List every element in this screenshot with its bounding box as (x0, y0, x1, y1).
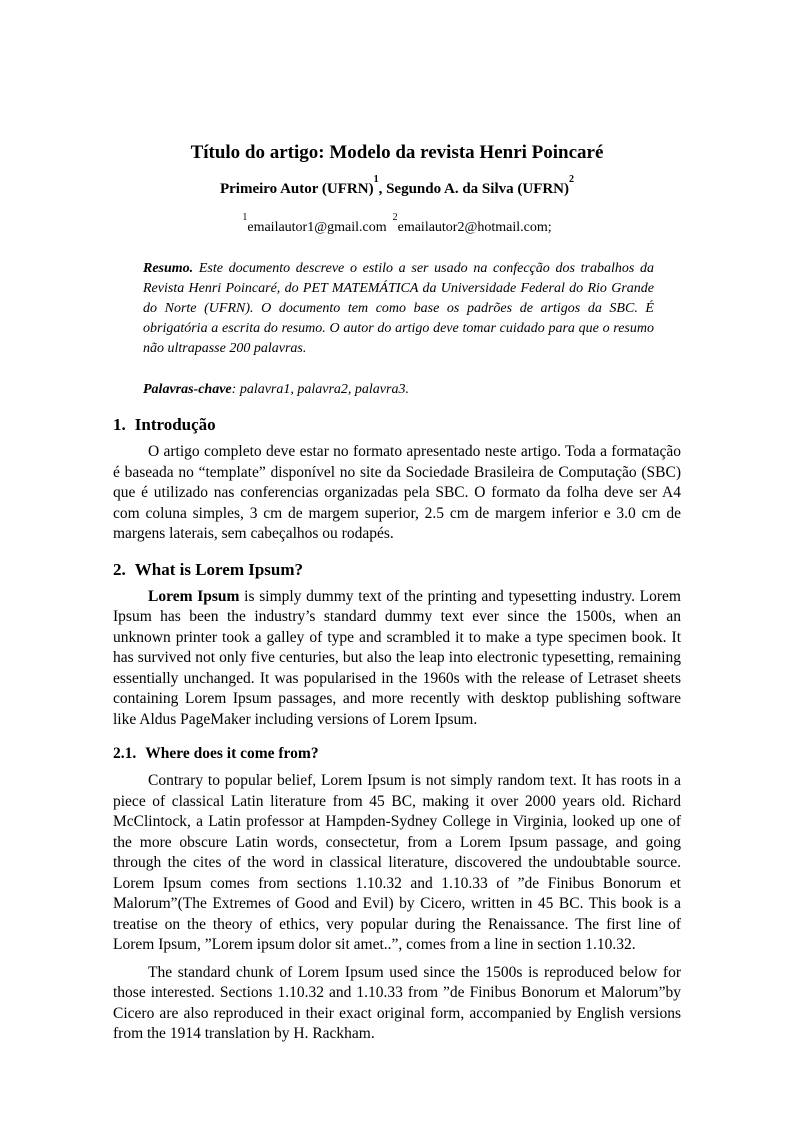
author-second: Segundo A. da Silva (UFRN) (386, 181, 570, 197)
email-second: emailautor2@hotmail.com; (397, 220, 552, 235)
abstract-text: Este documento descreve o estilo a ser usado na confecção dos trabalhos da Revista Henri Poincaré, do PET MATEMÁTICA da Universidade Federal do Rio Grande do Norte (UFRN). O documento tem como base os padrões de artigos da SBC. É obrigatória a escrita do resumo. O autor do artigo deve tomar cuidado para que o resumo não ultrapasse 200 palavras. (143, 261, 654, 356)
paragraph-text: The standard chunk of Lorem Ipsum used since the 1500s is reproduced below for those interested. Sections 1.10.32 and 1.10.33 from ”de Finibus Bonorum et Malorum”by Cicero are also reproduced in their exact original form, accompanied by English versions from the 1914 translation by H. Rackham. (113, 963, 681, 1042)
section-title: What is Lorem Ipsum? (134, 559, 304, 579)
paragraph-bold-lead: Lorem Ipsum (148, 587, 240, 605)
authors-separator: , (378, 181, 387, 197)
section-number: 1. (113, 415, 126, 434)
paragraph-text: is simply dummy text of the printing and typesetting industry. Lorem Ipsum has been the industry’s standard dummy text ever since the 1500s, when an unknown printer took a galley of type and scrambled it to make a type specimen book. It has survived not only five centuries, but also the leap into electronic typesetting, remaining essentially unchanged. It was popularised in the 1960s with the release of Letraset sheets containing Lorem Ipsum passages, and more recently with desktop publishing software like Aldus PageMaker including versions of Lorem Ipsum. (113, 587, 681, 728)
paragraph-text: O artigo completo deve estar no formato apresentado neste artigo. Toda a formatação é baseada no “template” disponível no site da Sociedade Brasileira de Computação (SBC) que é utilizado nas conferencias organizadas pela SBC. O formato da folha deve ser A4 com coluna simples, 3 cm de margem superior, 2.5 cm de margem inferior e 3.0 cm de margens laterais, sem cabeçalhos ou rodapés. (113, 443, 681, 542)
section-title: Introdução (134, 415, 216, 434)
author-first: Primeiro Autor (UFRN) (219, 181, 374, 197)
paragraph-text: Contrary to popular belief, Lorem Ipsum is not simply random text. It has roots in a piece of classical Latin literature from 45 BC, making it over 2000 years old. Richard McClintock, a Latin professor at Hampden-Sydney College in Virginia, looked up one of the more obscure Latin words, consectetur, from a Lorem Ipsum passage, and going through the cites of the word in classical literature, discovered the undoubtable source. Lorem Ipsum comes from sections 1.10.32 and 1.10.33 of ”de Finibus Bonorum et Malorum”(The Extremes of Good and Evil) by Cicero, written in 45 BC. This book is a treatise on the theory of ethics, very popular during the Renaissance. The first line of Lorem Ipsum, ”Lorem ipsum dolor sit amet..”, comes from a line in section 1.10.32. (113, 772, 681, 953)
keywords-text: : palavra1, palavra2, palavra3. (231, 382, 409, 397)
section-title: Where does it come from? (145, 745, 319, 762)
email-first-superscript: 1 (242, 212, 248, 224)
email-first: emailautor1@gmail.com (247, 220, 387, 235)
email-second-superscript: 2 (392, 212, 398, 224)
author-first-superscript: 1 (373, 174, 379, 185)
paragraph-origin-1 (113, 771, 681, 956)
keywords-line (143, 380, 654, 400)
text-column (113, 0, 681, 1045)
paragraph-origin-2 (113, 963, 681, 1045)
section-number: 2. (113, 559, 126, 579)
subsection-heading-where-does-it-come-from (113, 744, 681, 764)
section-heading-introducao (113, 414, 681, 435)
abstract-label: Resumo. (143, 261, 194, 276)
paragraph-introducao (113, 442, 681, 545)
section-heading-what-is-lorem-ipsum (113, 559, 681, 580)
paragraph-lorem-ipsum (113, 587, 681, 731)
article-title: Título do artigo: Modelo da revista Henri Poincaré (190, 142, 604, 163)
emails-line (113, 212, 681, 236)
author-second-superscript: 2 (569, 174, 575, 185)
abstract-block (143, 259, 654, 359)
keywords-label: Palavras-chave (143, 382, 232, 397)
authors-line (113, 174, 681, 198)
section-number: 2.1. (113, 745, 137, 762)
